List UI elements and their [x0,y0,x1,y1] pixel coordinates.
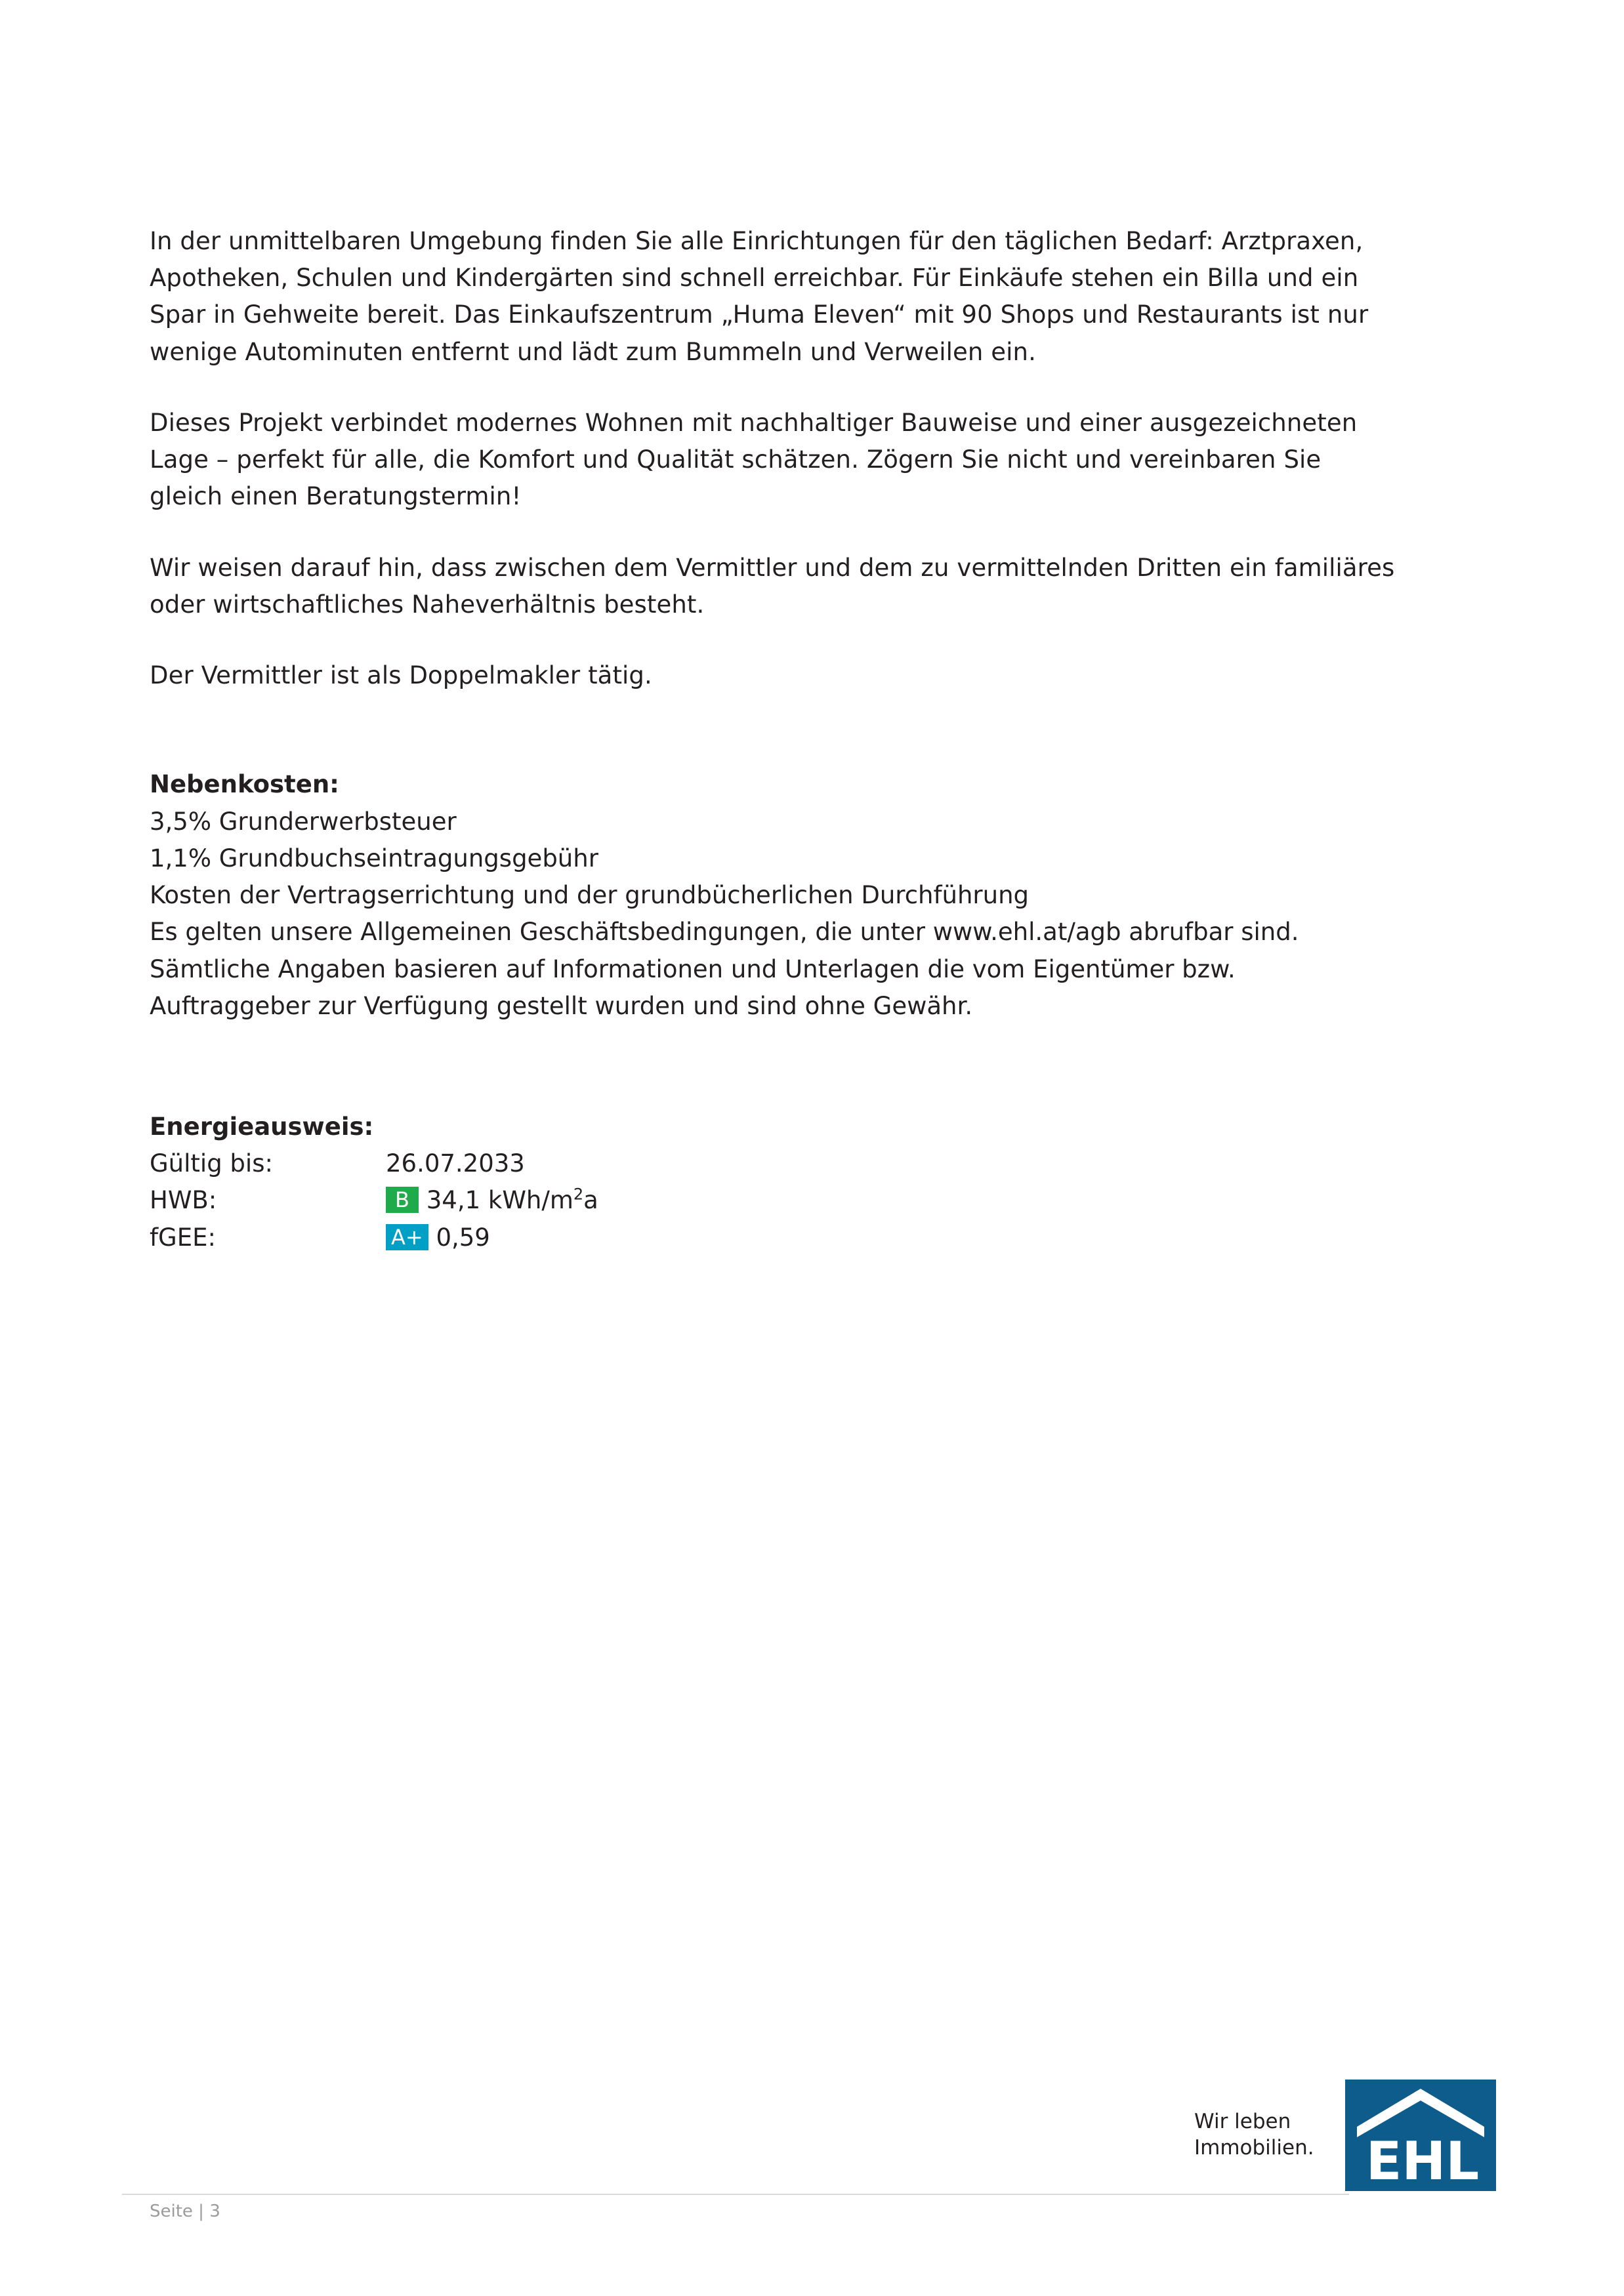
nebenkosten-line-3: Kosten der Vertragserrichtung und der grundbücherlichen Durchführung [150,881,1030,910]
table-row [150,1220,598,1256]
energy-value-hwb-exponent: 2 [573,1185,584,1204]
nebenkosten-line-1: 3,5% Grunderwerbsteuer [150,807,457,836]
ehl-logo-text: EHL [1365,2131,1480,2192]
energy-label-validity: Gültig bis: [150,1149,273,1178]
slogan-line-2: Immobilien. [1194,2135,1314,2160]
nebenkosten-line-5: Sämtliche Angaben basieren auf Informationen und Unterlagen die vom Eigentümer bzw. Auftraggeber zur Verfügung gestellt wurden und sind ohne Gewähr. [150,954,1236,1020]
page-number: Seite | 3 [150,2202,220,2221]
spacer [150,371,1396,405]
energy-value-hwb [386,1182,598,1219]
energy-value-fgee-number: 0,59 [436,1223,490,1252]
table-row [150,1145,598,1182]
document-body [150,223,1396,1256]
spacer [150,516,1396,550]
table-row [150,1182,598,1219]
paragraph-project: Dieses Projekt verbindet modernes Wohnen mit nachhaltiger Bauweise und einer ausgezeichneten Lage – perfekt für alle, die Komfort und Qualität schätzen. Zögern Sie nicht und vereinbaren Sie gleich einen Beratungstermin! [150,408,1358,511]
company-slogan [1194,2109,1314,2161]
nebenkosten-heading: Nebenkosten: [150,770,339,799]
spacer [150,1025,1396,1109]
ehl-logo [1345,2066,1496,2204]
paragraph-disclosure: Wir weisen darauf hin, dass zwischen dem Vermittler und dem zu vermittelnden Dritten ein familiäres oder wirtschaftliches Naheverhältnis besteht. [150,553,1395,619]
ehl-logo-icon [1345,2066,1496,2204]
nebenkosten-line-2: 1,1% Grundbuchseintragungsgebühr [150,844,598,872]
spacer [150,623,1396,657]
energieausweis-heading: Energieausweis: [150,1112,374,1141]
energy-value-hwb-unit-suffix: a [583,1186,598,1215]
energy-label-hwb: HWB: [150,1186,217,1215]
spacer [150,694,1396,766]
footer-divider [122,2194,1349,2195]
paragraph-surroundings: In der unmittelbaren Umgebung finden Sie alle Einrichtungen für den täglichen Bedarf: Arztpraxen, Apotheken, Schulen und Kindergärten sind schnell erreichbar. Für Einkäufe stehen ein Billa und ein Spar in Gehweite bereit. Das Einkaufszentrum „Huma Eleven“ mit 90 Shops und Restaurants ist nur wenige Autominuten entfernt und lädt zum Bummeln und Verweilen ein. [150,227,1369,366]
nebenkosten-line-4: Es gelten unsere Allgemeinen Geschäftsbedingungen, die unter www.ehl.at/agb abrufbar sind. [150,918,1299,947]
energy-class-badge-b: B [386,1187,419,1213]
energy-value-hwb-number: 34,1 kWh/m [426,1186,573,1215]
energy-label-fgee: fGEE: [150,1223,216,1252]
paragraph-doppelmakler: Der Vermittler ist als Doppelmakler tätig. [150,661,652,690]
energy-value-validity: 26.07.2033 [386,1149,525,1178]
energy-value-fgee [386,1220,598,1256]
energy-class-badge-aplus: A+ [386,1224,428,1250]
slogan-line-1: Wir leben [1194,2110,1291,2133]
energieausweis-table [150,1145,598,1256]
